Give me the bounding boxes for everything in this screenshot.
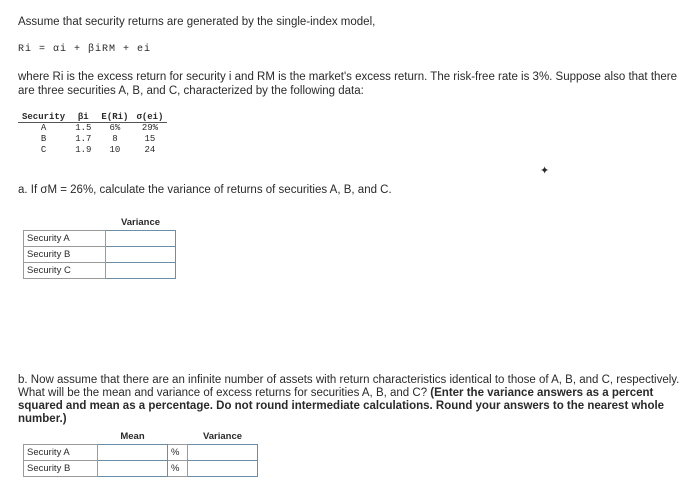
table-row [18, 134, 167, 145]
cell: 24 [144, 145, 156, 155]
row-label: Security B [24, 247, 106, 263]
question-b [18, 374, 690, 426]
answer-table-a-wrap [23, 214, 176, 279]
variance-column-header: Variance [202, 430, 243, 442]
answer-table-b [23, 428, 258, 477]
mean-input-a[interactable] [98, 445, 168, 461]
header-beta: βi [69, 112, 97, 123]
answer-table-b-wrap [23, 428, 258, 477]
answer-table-a [23, 214, 176, 279]
row-label: Security C [24, 263, 106, 279]
header-residual-sd: σ(ei) [132, 112, 167, 123]
variance-input-a[interactable] [106, 231, 176, 247]
cell: 1.7 [75, 134, 92, 144]
variance-input-b[interactable] [188, 461, 258, 477]
row-label: Security A [24, 445, 98, 461]
description-paragraph: where Ri is the excess return for security i and RM is the market's excess return. The risk-free rate is 3%. Suppose also that there are three securities A, B, and C, characterized by the following data: [18, 71, 678, 97]
table-row [24, 445, 258, 461]
header-security: Security [18, 112, 69, 123]
intro-text: Assume that security returns are generated by the single-index model, [18, 16, 376, 28]
table-row [24, 263, 176, 279]
variance-input-a[interactable] [188, 445, 258, 461]
model-formula: Ri = αi + βiRM + ei [18, 44, 152, 55]
table-row [24, 231, 176, 247]
table-row [24, 461, 258, 477]
cell: C [40, 145, 47, 155]
question-b-instructions: (Enter the variance answers as a percent squared and mean as a percentage. Do not round intermediate calculations. Round your answers to the nearest whole number.) [18, 387, 665, 425]
percent-sign: % [168, 461, 188, 477]
cell: 15 [144, 134, 156, 144]
security-data-table-wrap [18, 112, 167, 156]
variance-column-header: Variance [120, 216, 161, 228]
cell: A [40, 123, 47, 133]
question-a: a. If σM = 26%, calculate the variance of returns of securities A, B, and C. [18, 184, 392, 196]
cell: B [40, 134, 47, 144]
question-b-text: b. Now assume that there are an infinite number of assets with return characteristics identical to those of A, B, and C, respectively. What will be the mean and variance of excess returns for securities A, B, and C? [18, 374, 680, 399]
table-row [24, 247, 176, 263]
variance-input-b[interactable] [106, 247, 176, 263]
table-row [18, 123, 167, 135]
cell: 1.5 [75, 123, 92, 133]
variance-input-c[interactable] [106, 263, 176, 279]
row-label: Security B [24, 461, 98, 477]
mean-input-b[interactable] [98, 461, 168, 477]
cell: 1.9 [75, 145, 92, 155]
cell: 8 [112, 134, 118, 144]
percent-sign: % [168, 445, 188, 461]
cell: 29% [141, 123, 159, 133]
header-expected-return: E(Ri) [97, 112, 132, 123]
security-data-table [18, 112, 167, 156]
mouse-cursor-icon: ✦ [540, 165, 550, 177]
cell: 10 [109, 145, 121, 155]
table-row [18, 145, 167, 156]
row-label: Security A [24, 231, 106, 247]
mean-column-header: Mean [120, 430, 145, 442]
cell: 6% [109, 123, 121, 133]
